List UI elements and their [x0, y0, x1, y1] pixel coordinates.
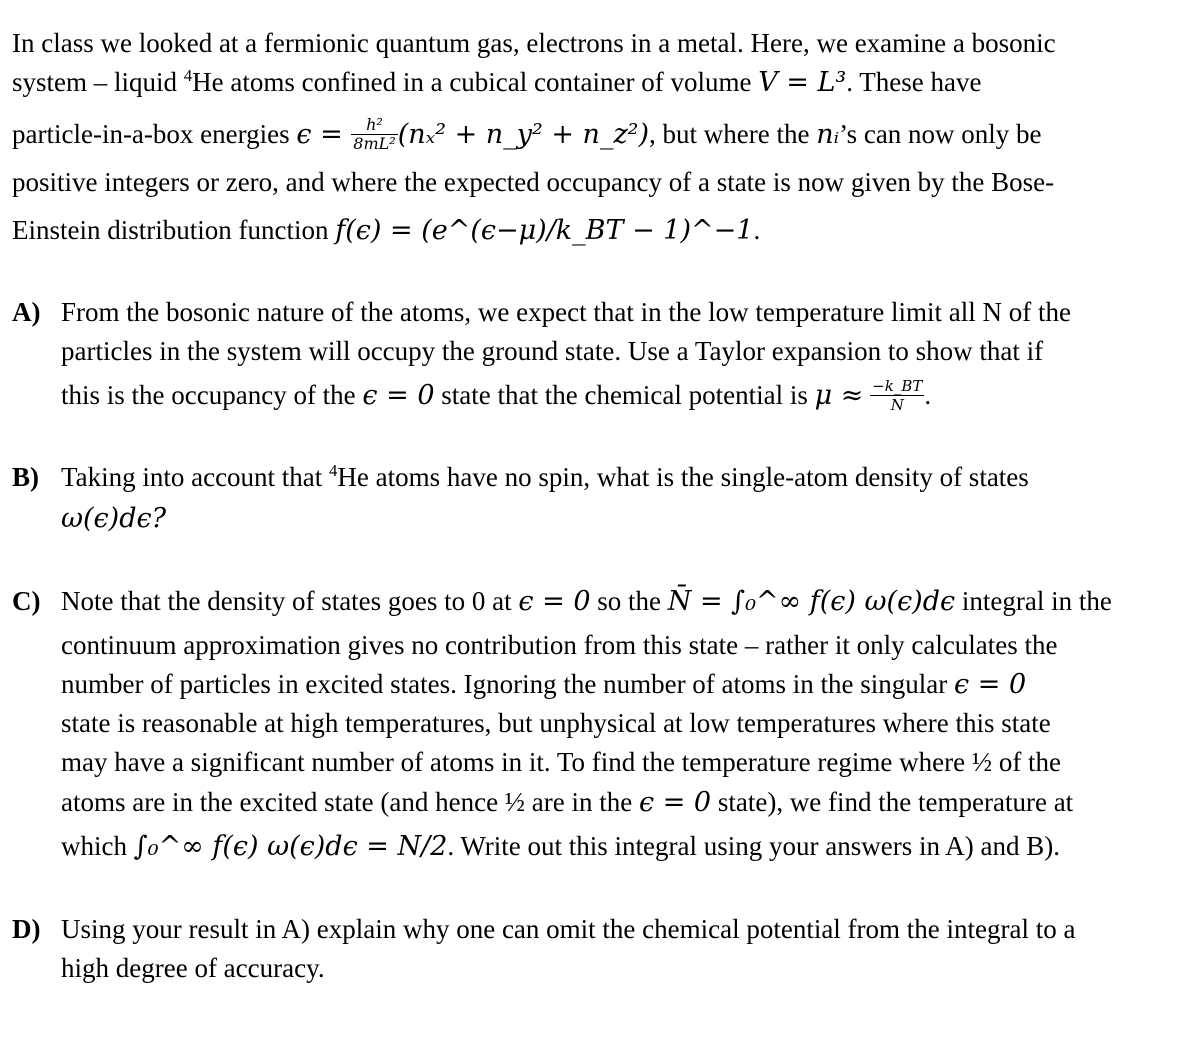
- part-c-line-1: Note that the density of states goes to 0 at ϵ = 0 so the N̄ = ∫₀^∞ f(ϵ) ω(ϵ)dϵ integral in the: [61, 586, 1112, 617]
- part-a-line-3: this is the occupancy of the ϵ = 0 state that the chemical potential is μ ≈ $\frac{-k\_BT}{N}$ .: [61, 377, 932, 415]
- part-b-line-2: ω(ϵ)dϵ?: [61, 503, 167, 534]
- part-d-line-1: Using your result in A) explain why one can omit the chemical potential from the integral to a: [61, 914, 1076, 944]
- intro-line-2: system – liquid $^4$He atoms confined in a cubical container of volume V = L³. These have: [12, 66, 982, 98]
- part-b-label: B): [12, 462, 39, 492]
- intro-line-4: positive integers or zero, and where the expected occupancy of a state is now given by the Bose-: [12, 167, 1055, 197]
- part-c-line-3: number of particles in excited states. Ignoring the number of atoms in the singular ϵ = 0: [61, 669, 1027, 700]
- part-d-label: D): [12, 914, 41, 944]
- part-c-label: C): [12, 586, 41, 616]
- part-c-line-2: continuum approximation gives no contribution from this state – rather it only calculates the: [61, 630, 1058, 660]
- part-a-label: A): [12, 297, 41, 327]
- part-a-line-2: particles in the system will occupy the ground state. Use a Taylor expansion to show that if: [61, 336, 1044, 366]
- intro-line-1: In class we looked at a fermionic quantum gas, electrons in a metal. Here, we examine a bosonic: [12, 28, 1056, 58]
- part-a-line-1: From the bosonic nature of the atoms, we expect that in the low temperature limit all N of the: [61, 297, 1071, 327]
- energy-fraction: $\frac{\text{h²}}{\text{8mL²}}$: [353, 115, 396, 154]
- part-d-line-2: high degree of accuracy.: [61, 953, 325, 983]
- part-c-line-4: state is reasonable at high temperatures, but unphysical at low temperatures where this state: [61, 708, 1051, 738]
- intro-line-5: Einstein distribution function f(ϵ) = (e^(ϵ−μ)/k_BT − 1)^−1.: [12, 215, 761, 246]
- intro-line-3: particle-in-a-box energies ϵ = $\frac{\text{h²}}{\text{8mL²}}$ (nₓ² + n_y² + n_z²), but where the nᵢ’s can now only be: [12, 115, 1042, 154]
- part-b-line-1: Taking into account that $^4$He atoms have no spin, what is the single-atom density of states: [61, 461, 1029, 492]
- mu-fraction: $\frac{-k\_BT}{N}$: [872, 377, 923, 415]
- part-c-line-7: which ∫₀^∞ f(ϵ) ω(ϵ)dϵ = N/2. Write out this integral using your answers in A) and B).: [61, 831, 1060, 862]
- part-c-line-6: atoms are in the excited state (and hence ½ are in the ϵ = 0 state), we find the temperature at: [61, 787, 1074, 818]
- part-c-line-5: may have a significant number of atoms in it. To find the temperature regime where ½ of the: [61, 747, 1062, 777]
